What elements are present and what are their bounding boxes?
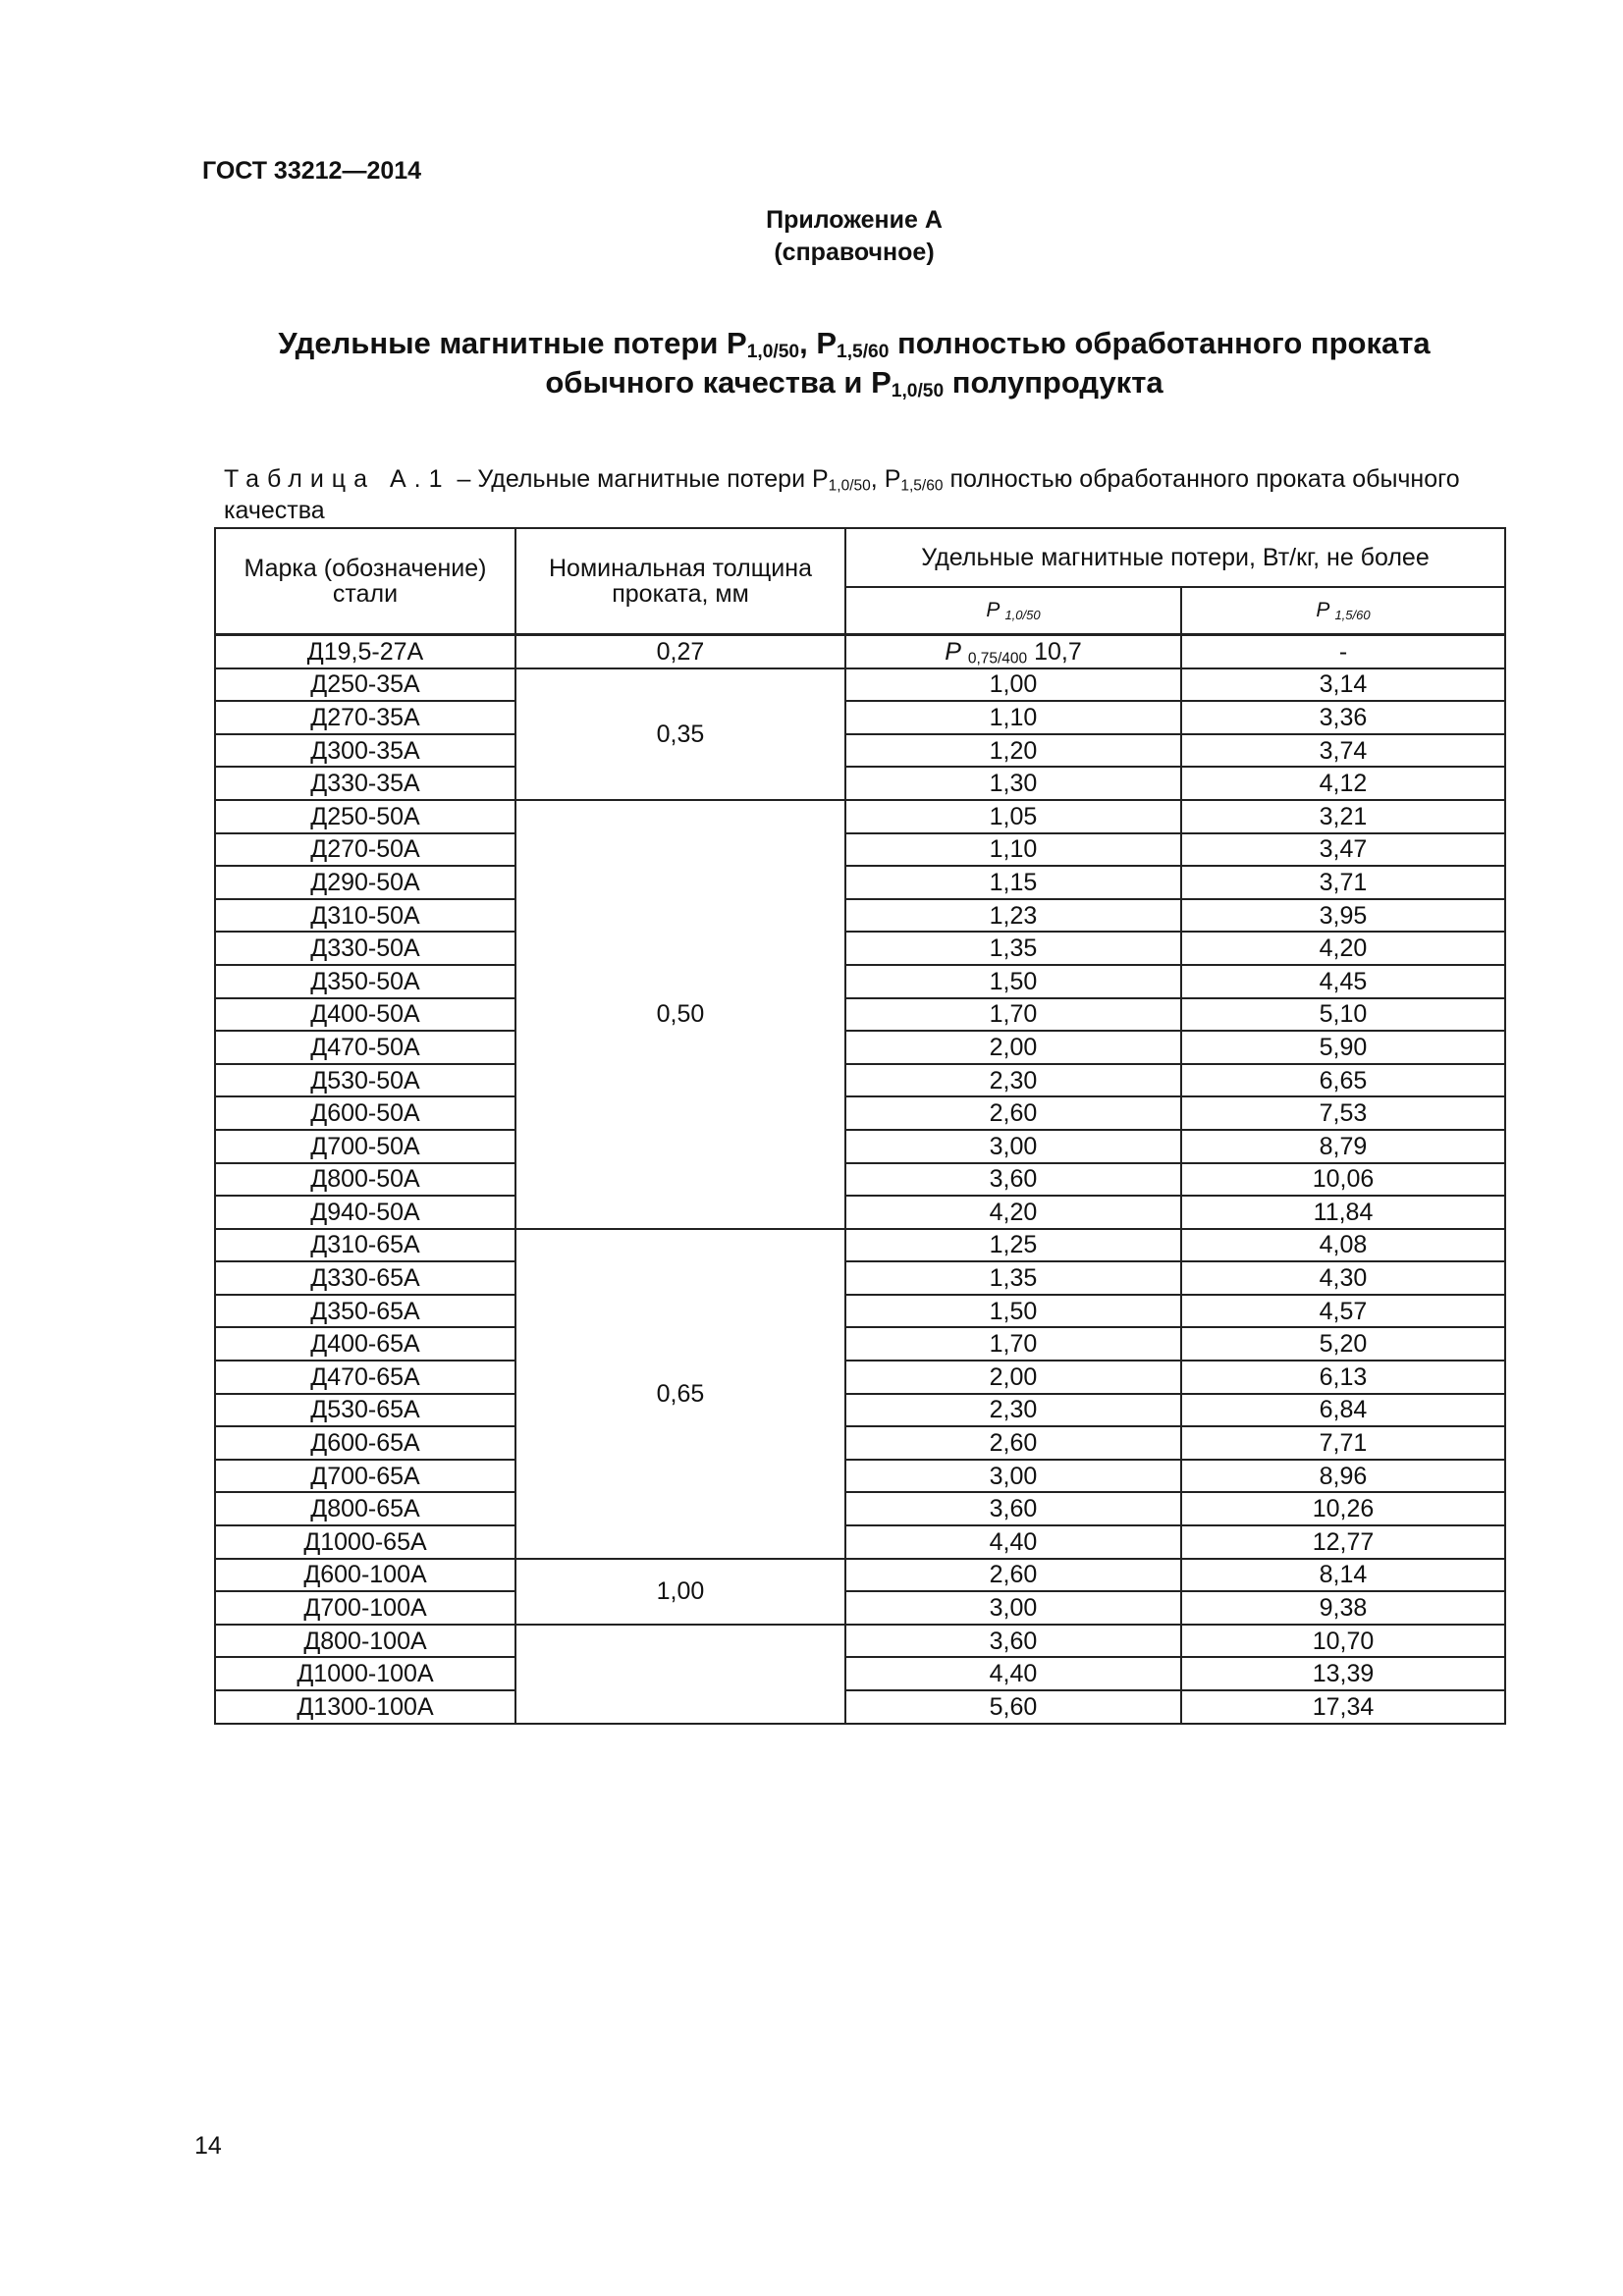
p2-cell: 4,30 xyxy=(1181,1261,1505,1295)
grade-cell: Д700-50А xyxy=(215,1130,515,1163)
table-row xyxy=(215,1591,1505,1625)
title-text-1: Удельные магнитные потери xyxy=(278,326,719,360)
grade-cell: Д350-65А xyxy=(215,1295,515,1328)
p1-cell: 3,00 xyxy=(845,1460,1181,1493)
p2-cell: 8,96 xyxy=(1181,1460,1505,1493)
grade-cell: Д940-50А xyxy=(215,1196,515,1229)
p1-cell: 1,35 xyxy=(845,1261,1181,1295)
p1-cell: 4,40 xyxy=(845,1657,1181,1690)
title-p2: $P_{1,5/60}$ xyxy=(816,326,890,363)
p2-cell: 4,45 xyxy=(1181,965,1505,998)
p1-cell: 1,15 xyxy=(845,866,1181,899)
p1-cell: 2,00 xyxy=(845,1031,1181,1064)
table-row xyxy=(215,866,1505,899)
table-row xyxy=(215,1163,1505,1197)
p1-cell: 2,30 xyxy=(845,1394,1181,1427)
grade-cell: Д800-100А xyxy=(215,1625,515,1658)
p1-cell: 5,60 xyxy=(845,1690,1181,1724)
p1-cell: 2,30 xyxy=(845,1064,1181,1097)
title-p1: $P_{1,0/50}$ xyxy=(727,326,800,363)
grade-cell: Д400-50А xyxy=(215,998,515,1032)
grade-cell: Д700-100А xyxy=(215,1591,515,1625)
p2-cell: 4,08 xyxy=(1181,1229,1505,1262)
p2-cell: - xyxy=(1181,635,1505,668)
p2-cell: 13,39 xyxy=(1181,1657,1505,1690)
table-row xyxy=(215,1394,1505,1427)
p2-cell: 4,20 xyxy=(1181,932,1505,965)
p1-cell: P $_{0,75/400}$ 10,7 xyxy=(845,635,1181,668)
grade-cell: Д470-50А xyxy=(215,1031,515,1064)
table-label: Таблица А.1 xyxy=(224,465,451,493)
table-row xyxy=(215,1130,1505,1163)
grade-cell: Д600-65А xyxy=(215,1426,515,1460)
grade-cell: Д530-65А xyxy=(215,1394,515,1427)
grade-cell: Д530-50А xyxy=(215,1064,515,1097)
table-row xyxy=(215,899,1505,933)
p2-cell: 4,57 xyxy=(1181,1295,1505,1328)
p2-cell: 8,79 xyxy=(1181,1130,1505,1163)
table-row xyxy=(215,932,1505,965)
p1-cell: 3,60 xyxy=(845,1625,1181,1658)
table-row xyxy=(215,734,1505,768)
grade-cell: Д800-50А xyxy=(215,1163,515,1197)
table-row xyxy=(215,1064,1505,1097)
grade-cell: Д1000-65А xyxy=(215,1525,515,1559)
table-row xyxy=(215,1261,1505,1295)
grade-cell: Д600-50А xyxy=(215,1096,515,1130)
p1-cell: 1,30 xyxy=(845,767,1181,800)
grade-cell: Д350-50А xyxy=(215,965,515,998)
grade-cell: Д1000-100А xyxy=(215,1657,515,1690)
p2-cell: 3,21 xyxy=(1181,800,1505,833)
table-row xyxy=(215,1031,1505,1064)
p1-cell: 2,00 xyxy=(845,1361,1181,1394)
grade-cell: Д310-65А xyxy=(215,1229,515,1262)
losses-table xyxy=(214,527,1506,1725)
header-losses: Удельные магнитные потери, Вт/кг, не более xyxy=(845,528,1505,587)
p2-cell: 5,10 xyxy=(1181,998,1505,1032)
table-row xyxy=(215,635,1505,668)
thickness-cell: 0,27 xyxy=(515,635,845,668)
table-row xyxy=(215,1196,1505,1229)
annex-title: Приложение А xyxy=(766,206,943,234)
p2-cell: 10,26 xyxy=(1181,1492,1505,1525)
table-row xyxy=(215,1096,1505,1130)
p2-cell: 12,77 xyxy=(1181,1525,1505,1559)
p1-cell: 1,23 xyxy=(845,899,1181,933)
grade-cell: Д270-35А xyxy=(215,701,515,734)
table-row xyxy=(215,1657,1505,1690)
thickness-cell: 0,35 xyxy=(515,668,845,800)
p1-cell: 1,50 xyxy=(845,1295,1181,1328)
p1-cell: 1,05 xyxy=(845,800,1181,833)
p1-cell: 4,40 xyxy=(845,1525,1181,1559)
grade-cell: Д600-100А xyxy=(215,1559,515,1592)
header-grade: Марка (обозначение) стали xyxy=(215,528,515,635)
table-row xyxy=(215,1295,1505,1328)
p2-cell: 7,71 xyxy=(1181,1426,1505,1460)
header-p-1-0-50: P $_{1,0/50}$ xyxy=(845,587,1181,635)
grade-cell: Д19,5-27А xyxy=(215,635,515,668)
table-row xyxy=(215,1492,1505,1525)
table-row xyxy=(215,1690,1505,1724)
thickness-cell: 0,65 xyxy=(515,1229,845,1559)
thickness-cell xyxy=(515,1625,845,1724)
p1-cell: 1,70 xyxy=(845,998,1181,1032)
grade-cell: Д800-65А xyxy=(215,1492,515,1525)
p2-cell: 6,84 xyxy=(1181,1394,1505,1427)
p1-cell: 1,10 xyxy=(845,833,1181,867)
thickness-cell: 1,00 xyxy=(515,1559,845,1625)
table-row xyxy=(215,800,1505,833)
title-text-4: полупродукта xyxy=(951,365,1163,400)
table-row xyxy=(215,998,1505,1032)
table-row xyxy=(215,701,1505,734)
p2-cell: 6,13 xyxy=(1181,1361,1505,1394)
p2-cell: 3,36 xyxy=(1181,701,1505,734)
p2-cell: 7,53 xyxy=(1181,1096,1505,1130)
page-title: Удельные магнитные потери $P_{1,0/50}$, $P_{1,5/60}$ полностью обработанного проката обычного качества и $P_{1,0/50}$ полупродукта xyxy=(278,326,1431,402)
table-row xyxy=(215,1426,1505,1460)
p2-cell: 10,70 xyxy=(1181,1625,1505,1658)
p2-cell: 3,95 xyxy=(1181,899,1505,933)
p1-cell: 1,00 xyxy=(845,668,1181,702)
p1-cell: 1,70 xyxy=(845,1327,1181,1361)
p1-cell: 2,60 xyxy=(845,1096,1181,1130)
grade-cell: Д290-50А xyxy=(215,866,515,899)
p1-cell: 2,60 xyxy=(845,1559,1181,1592)
table-row xyxy=(215,833,1505,867)
title-text-2: полностью обработанного проката xyxy=(897,326,1431,360)
thickness-cell: 0,50 xyxy=(515,800,845,1229)
p2-cell: 5,90 xyxy=(1181,1031,1505,1064)
table-row xyxy=(215,668,1505,702)
table-row xyxy=(215,1559,1505,1592)
grade-cell: Д1300-100А xyxy=(215,1690,515,1724)
table-row xyxy=(215,1229,1505,1262)
p1-cell: 3,00 xyxy=(845,1130,1181,1163)
p2-cell: 9,38 xyxy=(1181,1591,1505,1625)
p1-cell: 1,50 xyxy=(845,965,1181,998)
grade-cell: Д300-35А xyxy=(215,734,515,768)
grade-cell: Д250-35А xyxy=(215,668,515,702)
page-number: 14 xyxy=(194,2132,222,2160)
grade-cell: Д250-50А xyxy=(215,800,515,833)
p2-cell: 8,14 xyxy=(1181,1559,1505,1592)
header-p-1-5-60: P $_{1,5/60}$ xyxy=(1181,587,1505,635)
p1-cell: 3,00 xyxy=(845,1591,1181,1625)
p2-cell: 10,06 xyxy=(1181,1163,1505,1197)
table-row xyxy=(215,1625,1505,1658)
table-row xyxy=(215,1460,1505,1493)
p2-cell: 11,84 xyxy=(1181,1196,1505,1229)
annex-type: (справочное) xyxy=(774,239,935,266)
p2-cell: 4,12 xyxy=(1181,767,1505,800)
grade-cell: Д470-65А xyxy=(215,1361,515,1394)
p1-cell: 1,10 xyxy=(845,701,1181,734)
p2-cell: 3,14 xyxy=(1181,668,1505,702)
grade-cell: Д310-50А xyxy=(215,899,515,933)
p1-cell: 1,35 xyxy=(845,932,1181,965)
table-row xyxy=(215,1361,1505,1394)
grade-cell: Д270-50А xyxy=(215,833,515,867)
header-thickness: Номинальная толщина проката, мм xyxy=(515,528,845,635)
table-caption: Таблица А.1 – Удельные магнитные потери $P_{1,0/50}$, $P_{1,5/60}$ полностью обработанного проката обычного качества xyxy=(224,465,1460,524)
p1-cell: 3,60 xyxy=(845,1163,1181,1197)
table-row xyxy=(215,1327,1505,1361)
title-p3: $P_{1,0/50}$ xyxy=(871,365,945,402)
p1-cell: 2,60 xyxy=(845,1426,1181,1460)
p2-cell: 5,20 xyxy=(1181,1327,1505,1361)
title-text-3: обычного качества и xyxy=(545,365,863,400)
document-code: ГОСТ 33212—2014 xyxy=(202,157,422,185)
grade-cell: Д330-65А xyxy=(215,1261,515,1295)
grade-cell: Д330-50А xyxy=(215,932,515,965)
table-row xyxy=(215,965,1505,998)
p2-cell: 3,74 xyxy=(1181,734,1505,768)
p2-cell: 6,65 xyxy=(1181,1064,1505,1097)
p2-cell: 3,71 xyxy=(1181,866,1505,899)
p2-cell: 3,47 xyxy=(1181,833,1505,867)
p2-cell: 17,34 xyxy=(1181,1690,1505,1724)
p1-cell: 4,20 xyxy=(845,1196,1181,1229)
grade-cell: Д700-65А xyxy=(215,1460,515,1493)
grade-cell: Д330-35А xyxy=(215,767,515,800)
table-row xyxy=(215,767,1505,800)
grade-cell: Д400-65А xyxy=(215,1327,515,1361)
p1-cell: 3,60 xyxy=(845,1492,1181,1525)
p1-cell: 1,20 xyxy=(845,734,1181,768)
table-row xyxy=(215,1525,1505,1559)
p1-cell: 1,25 xyxy=(845,1229,1181,1262)
